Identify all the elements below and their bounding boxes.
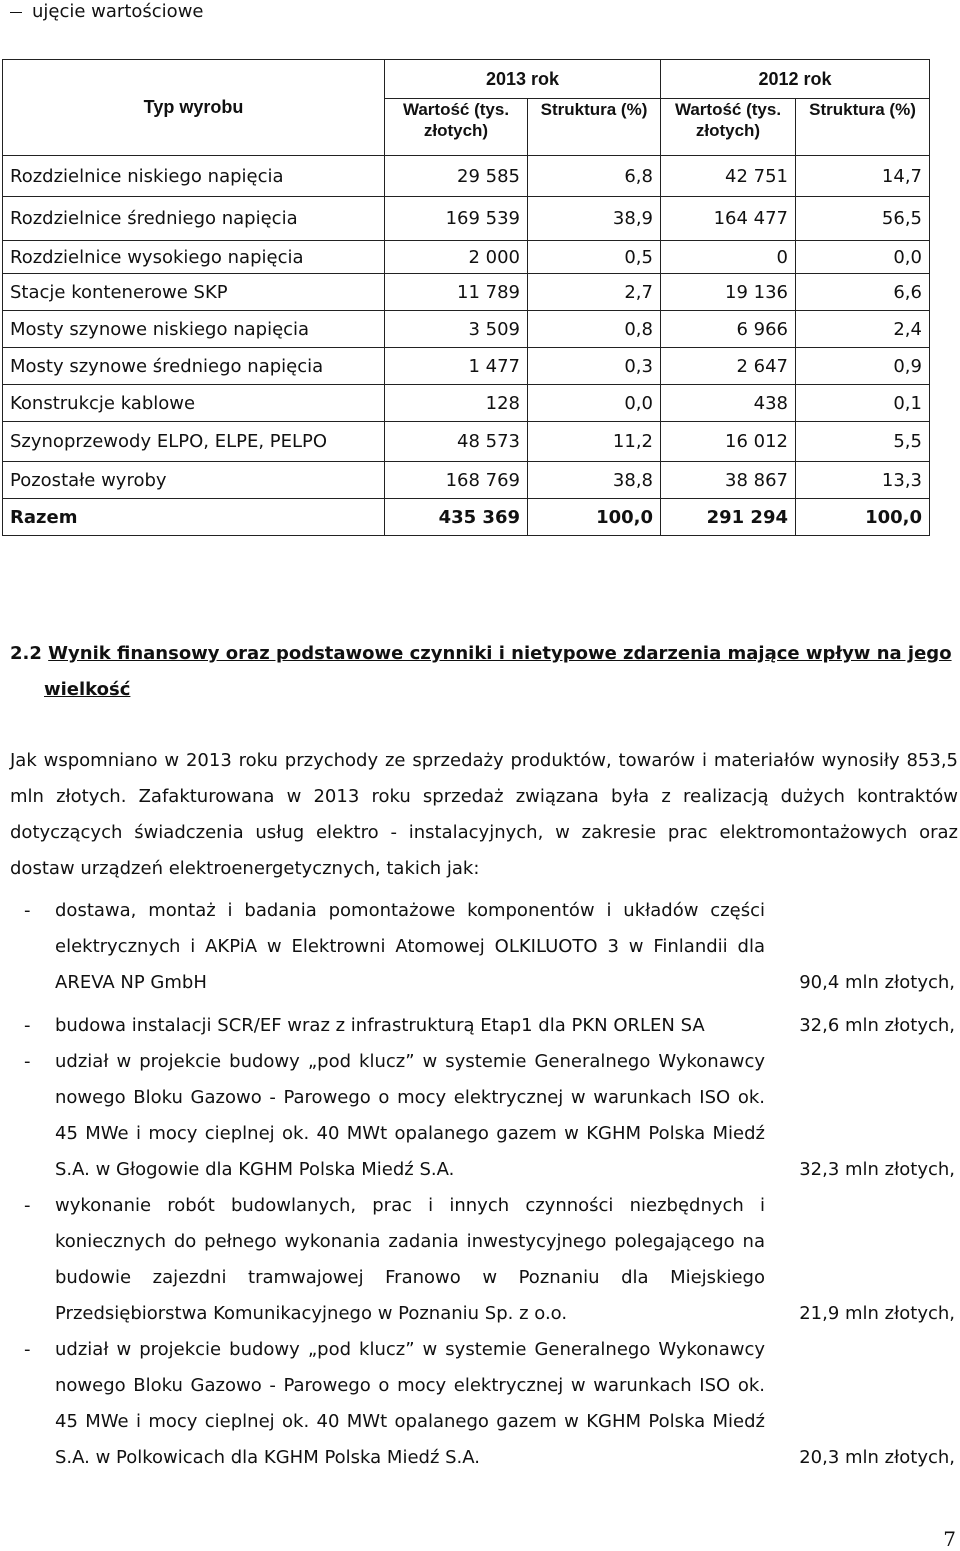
contract-amount: 21,9 mln złotych,: [799, 1303, 955, 1324]
product-name-cell: Pozostałe wyroby: [3, 462, 385, 499]
structure-2012-cell: 6,6: [796, 274, 930, 311]
table-row: [3, 422, 930, 462]
value-2012-cell: 2 647: [661, 348, 796, 385]
value-2013-cell: 435 369: [385, 499, 528, 536]
contract-description: udział w projekcie budowy „pod klucz” w systemie Generalnego Wykonawcy nowego Bloku Gazowo - Parowego o mocy elektrycznej w warunkach ISO ok. 45 MWe i mocy cieplnej ok. 40 MWt opalanego gazem w KGHM Polska Miedź S.A. w Polkowicach dla KGHM Polska Miedź S.A.: [55, 1339, 765, 1468]
table-row: [3, 156, 930, 197]
structure-2012-cell: 5,5: [796, 422, 930, 462]
value-2013-cell: 48 573: [385, 422, 528, 462]
value-2012-cell: 164 477: [661, 197, 796, 241]
product-name-cell: Mosty szynowe niskiego napięcia: [3, 311, 385, 348]
section-number: 2.2: [10, 643, 42, 664]
list-dash: -: [24, 1195, 31, 1216]
value-2012-cell: 42 751: [661, 156, 796, 197]
product-name-cell: Rozdzielnice niskiego napięcia: [3, 156, 385, 197]
value-2013-cell: 168 769: [385, 462, 528, 499]
value-header-2013: Wartość (tys. złotych): [385, 99, 528, 156]
value-2013-cell: 1 477: [385, 348, 528, 385]
structure-header-2012: Struktura (%): [796, 99, 930, 156]
structure-2013-cell: 100,0: [528, 499, 661, 536]
value-2012-cell: 19 136: [661, 274, 796, 311]
product-name-cell: Rozdzielnice średniego napięcia: [3, 197, 385, 241]
table-row: [3, 385, 930, 422]
structure-2013-cell: 0,8: [528, 311, 661, 348]
value-2012-cell: 291 294: [661, 499, 796, 536]
list-dash: -: [24, 1051, 31, 1072]
product-name-cell: Konstrukcje kablowe: [3, 385, 385, 422]
year-header-2013: 2013 rok: [385, 60, 661, 99]
contract-description: budowa instalacji SCR/EF wraz z infrastrukturą Etap1 dla PKN ORLEN SA: [55, 1015, 705, 1036]
structure-2013-cell: 6,8: [528, 156, 661, 197]
value-2012-cell: 38 867: [661, 462, 796, 499]
structure-2013-cell: 0,3: [528, 348, 661, 385]
type-header: Typ wyrobu: [3, 60, 385, 156]
structure-header-2013: Struktura (%): [528, 99, 661, 156]
product-name-cell: Rozdzielnice wysokiego napięcia: [3, 241, 385, 274]
table-row: [3, 197, 930, 241]
year-header-2012: 2012 rok: [661, 60, 930, 99]
section-title-line1: Wynik finansowy oraz podstawowe czynniki i nietypowe zdarzenia mające wpływ na jego: [48, 643, 952, 664]
value-2012-cell: 438: [661, 385, 796, 422]
value-2013-cell: 11 789: [385, 274, 528, 311]
value-2012-cell: 6 966: [661, 311, 796, 348]
top-line: [10, 0, 203, 24]
structure-2013-cell: 0,0: [528, 385, 661, 422]
product-sales-table: [2, 59, 930, 536]
contract-item: [10, 1008, 955, 1044]
list-dash: -: [24, 900, 31, 921]
intro-paragraph: Jak wspomniano w 2013 roku przychody ze sprzedaży produktów, towarów i materiałów wynosiły 853,5 mln złotych. Zafakturowana w 2013 roku sprzedaż związana była z realizacją dużych kontraktów dotyczących świadczenia usług elektro - instalacyjnych, w zakresie prac elektromontażowych oraz dostaw urządzeń elektroenergetycznych, takich jak:: [10, 750, 958, 879]
contract-item: [10, 893, 955, 1001]
structure-2012-cell: 56,5: [796, 197, 930, 241]
product-name-cell: Szynoprzewody ELPO, ELPE, PELPO: [3, 422, 385, 462]
value-2012-cell: 16 012: [661, 422, 796, 462]
value-2012-cell: 0: [661, 241, 796, 274]
table-row: [3, 348, 930, 385]
value-2013-cell: 2 000: [385, 241, 528, 274]
contract-item: [10, 1044, 955, 1188]
structure-2013-cell: 11,2: [528, 422, 661, 462]
structure-2013-cell: 0,5: [528, 241, 661, 274]
value-2013-cell: 169 539: [385, 197, 528, 241]
list-dash: -: [24, 1339, 31, 1360]
page-number: 7: [943, 1527, 956, 1551]
contract-item: [10, 1332, 955, 1476]
structure-2012-cell: 100,0: [796, 499, 930, 536]
contract-amount: 90,4 mln złotych,: [799, 972, 955, 993]
product-name-cell: Razem: [3, 499, 385, 536]
dash-marker: [10, 12, 22, 13]
structure-2012-cell: 0,1: [796, 385, 930, 422]
table-row: [3, 311, 930, 348]
value-2013-cell: 128: [385, 385, 528, 422]
contract-description: dostawa, montaż i badania pomontażowe komponentów i układów części elektrycznych i AKPiA w Elektrowni Atomowej OLKILUOTO 3 w Finlandii dla AREVA NP GmbH: [55, 900, 765, 993]
structure-2012-cell: 0,9: [796, 348, 930, 385]
table-total-row: [3, 499, 930, 536]
contract-amount: 20,3 mln złotych,: [799, 1447, 955, 1468]
structure-2012-cell: 0,0: [796, 241, 930, 274]
contract-description: wykonanie robót budowlanych, prac i innych czynności niezbędnych i koniecznych do pełnego wykonania zadania inwestycyjnego polegającego na budowie zajezdni tramwajowej Franowo w Poznaniu dla Miejskiego Przedsiębiorstwa Komunikacyjnego w Poznaniu Sp. z o.o.: [55, 1195, 765, 1324]
contract-item: [10, 1188, 955, 1332]
section-heading: [10, 636, 960, 708]
structure-2013-cell: 38,9: [528, 197, 661, 241]
list-dash: -: [24, 1015, 31, 1036]
structure-2012-cell: 14,7: [796, 156, 930, 197]
structure-2012-cell: 2,4: [796, 311, 930, 348]
top-line-text: ujęcie wartościowe: [32, 1, 204, 22]
value-header-2012: Wartość (tys. złotych): [661, 99, 796, 156]
table-row: [3, 241, 930, 274]
contract-amount: 32,6 mln złotych,: [799, 1015, 955, 1036]
value-2013-cell: 29 585: [385, 156, 528, 197]
structure-2012-cell: 13,3: [796, 462, 930, 499]
structure-2013-cell: 38,8: [528, 462, 661, 499]
table-row: [3, 274, 930, 311]
product-name-cell: Stacje kontenerowe SKP: [3, 274, 385, 311]
structure-2013-cell: 2,7: [528, 274, 661, 311]
contract-amount: 32,3 mln złotych,: [799, 1159, 955, 1180]
section-title-line2: wielkość: [44, 679, 131, 700]
table-row: [3, 462, 930, 499]
contract-description: udział w projekcie budowy „pod klucz” w systemie Generalnego Wykonawcy nowego Bloku Gazowo - Parowego o mocy elektrycznej w warunkach ISO ok. 45 MWe i mocy cieplnej ok. 40 MWt opalanego gazem w KGHM Polska Miedź S.A. w Głogowie dla KGHM Polska Miedź S.A.: [55, 1051, 765, 1180]
product-name-cell: Mosty szynowe średniego napięcia: [3, 348, 385, 385]
value-2013-cell: 3 509: [385, 311, 528, 348]
